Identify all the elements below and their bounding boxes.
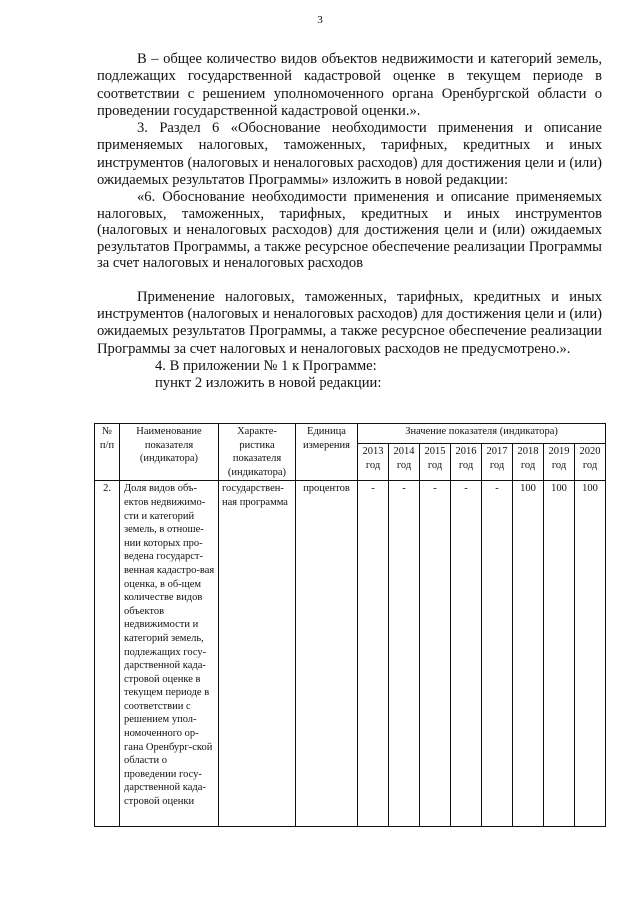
cell-characteristic: государствен-ная программа [219,481,296,827]
header-unit: Единица измерения [296,424,358,481]
year-label: 2019 [548,446,570,458]
header-year [575,444,606,481]
year-suffix: год [458,459,474,471]
header-year [389,444,420,481]
paragraph-appendix-amendment: 4. В приложении № 1 к Программе: [155,358,377,375]
header-name: Наименование показателя (индикатора) [120,424,219,481]
table-header-row [95,424,606,444]
year-suffix: год [489,459,505,471]
header-characteristic: Характе-ристика показателя (индикатора) [219,424,296,481]
header-year [513,444,544,481]
year-label: 2015 [424,446,446,458]
year-suffix: год [396,459,412,471]
year-suffix: год [427,459,443,471]
cell-value: 100 [544,481,575,827]
page-number: 3 [317,14,323,26]
header-year [451,444,482,481]
header-year [358,444,389,481]
year-suffix: год [582,459,598,471]
cell-value: - [482,481,513,827]
cell-value: - [420,481,451,827]
paragraph-formula-note: В – общее количество видов объектов недвижимости и категорий земель, подлежащих государственной кадастровой оценке в текущем периоде в соответствии с решением уполномоченного органа Оренбургской области о проведении государственной кадастровой оценки.». [97,51,602,119]
cell-indicator-name: Доля видов объ-ектов недвижимо-сти и категорий земель, в отноше-нии которых про-ведена государст-венная кадастро-вая оценка, в об-щем количестве видов объектов недвижимости и категорий земель, подлежащих госу-дарственной када-стровой оценке в текущем периоде в соответствии с решением упол-номоченного ор-гана Оренбург-ской области о проведении госу-дарственной када-стровой оценки [120,481,219,827]
year-label: 2018 [517,446,539,458]
cell-value: 100 [575,481,606,827]
paragraph-point-2-amendment: пункт 2 изложить в новой редакции: [155,375,382,392]
year-suffix: год [365,459,381,471]
header-year [482,444,513,481]
paragraph-section-6-title: «6. Обоснование необходимости применения и описание применяемых налоговых, таможенных, тарифных, кредитных и иных инструментов (налоговых и неналоговых расходов) для достижения цели и (или) ожидаемых результатов Программы, а также ресурсное обеспечение реализации Программы за счет налоговых и неналоговых расходов [97,189,602,272]
header-value-group: Значение показателя (индикатора) [358,424,606,444]
year-label: 2017 [486,446,508,458]
year-label: 2016 [455,446,477,458]
header-number: № п/п [95,424,120,481]
indicator-table [94,423,606,827]
cell-value: 100 [513,481,544,827]
year-label: 2014 [393,446,415,458]
paragraph-section-6-amendment: 3. Раздел 6 «Обоснование необходимости применения и описание применяемых налоговых, таможенных, тарифных, кредитных и иных инструментов (налоговых и неналоговых расходов) для достижения цели и (или) ожидаемых результатов Программы» изложить в новой редакции: [97,120,602,189]
year-label: 2013 [362,446,384,458]
header-year [420,444,451,481]
cell-value: - [451,481,482,827]
year-suffix: год [551,459,567,471]
cell-unit: процентов [296,481,358,827]
paragraph-section-6-text: Применение налоговых, таможенных, тарифных, кредитных и иных инструментов (налоговых и неналоговых расходов) для достижения цели и (или) ожидаемых результатов Программы, а также ресурсное обеспечение реализации Программы за счет налоговых и неналоговых расходов не предусмотрено.». [97,288,602,357]
cell-value: - [389,481,420,827]
header-year [544,444,575,481]
cell-number: 2. [95,481,120,827]
cell-value: - [358,481,389,827]
document-body [97,51,602,393]
table-row [95,481,606,827]
year-label: 2020 [579,446,601,458]
year-suffix: год [520,459,536,471]
